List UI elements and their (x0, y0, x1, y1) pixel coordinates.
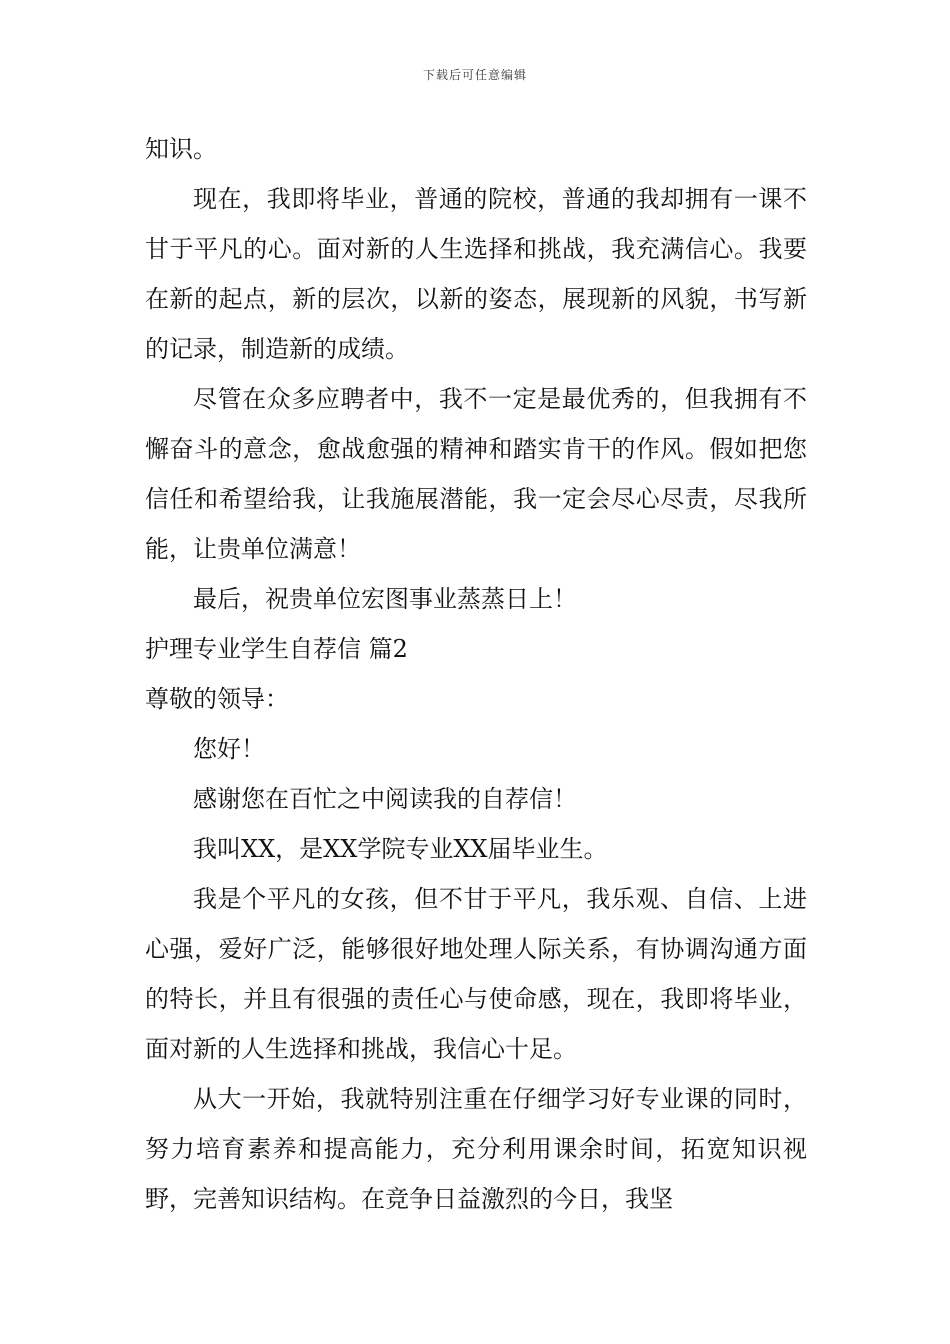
paragraph-thanks: 感谢您在百忙之中阅读我的自荐信！ (193, 785, 577, 813)
paragraph-personality: 我是个平凡的女孩，但不甘于平凡，我乐观、自信、上进心强，爱好广泛，能够很好地处理人际关系，有协调沟通方面的特长，并且有很强的责任心与使命感，现在，我即将毕业，面对新的人生选择和挑战，我信心十足。 (145, 885, 807, 1063)
salutation: 尊敬的领导： (145, 685, 289, 713)
paragraph-introduction: 我叫XX，是XX学院专业XX届毕业生。 (193, 835, 608, 863)
page-header-note: 下载后可任意编辑 (422, 68, 527, 82)
paragraph-study: 从大一开始，我就特别注重在仔细学习好专业课的同时，努力培育素养和提高能力，充分利用课余时间，拓宽知识视野，完善知识结构。在竞争日益激烈的今日，我坚 (145, 1085, 807, 1213)
greeting: 您好！ (193, 735, 265, 763)
paragraph-closing-wish: 最后，祝贵单位宏图事业蒸蒸日上！ (193, 585, 577, 613)
section-title: 护理专业学生自荐信 篇2 (145, 635, 408, 663)
document-body (145, 124, 807, 1224)
paragraph-commitment: 尽管在众多应聘者中，我不一定是最优秀的，但我拥有不懈奋斗的意念，愈战愈强的精神和踏实肯干的作风。假如把您信任和希望给我，让我施展潜能，我一定会尽心尽责，尽我所能，让贵单位满意！ (145, 385, 807, 563)
paragraph-graduation: 现在，我即将毕业，普通的院校，普通的我却拥有一课不甘于平凡的心。面对新的人生选择和挑战，我充满信心。我要在新的起点，新的层次，以新的姿态，展现新的风貌，书写新的记录，制造新的成绩。 (145, 185, 807, 363)
paragraph-knowledge-end: 知识。 (145, 135, 217, 163)
